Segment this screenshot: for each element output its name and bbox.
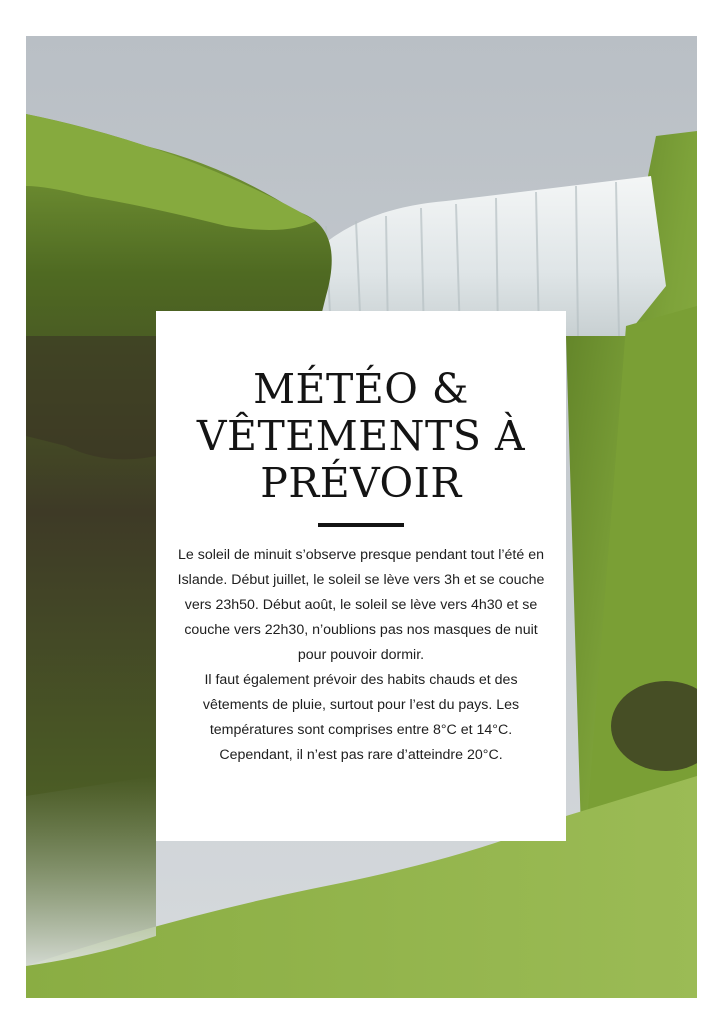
- paragraph-midnight-sun: Le soleil de minuit s’observe presque pendant tout l’été en Islande. Début juillet, le soleil se lève vers 3h et se couche vers 23h50. Début août, le soleil se lève vers 4h30 et se couche vers 22h30, n’oublions pas nos masques de nuit pour pouvoir dormir.: [177, 547, 545, 663]
- title-line: MÉTÉO &: [253, 365, 469, 413]
- title-line: PRÉVOIR: [260, 459, 462, 507]
- waterfall-mist: [26, 776, 156, 966]
- paragraph-clothing: Il faut également prévoir des habits chauds et des vêtements de pluie, surtout pour l’est du pays. Les températures sont comprises entre 8°C et 14°C. Cependant, il n’est pas rare d’atteindre 20°C.: [202, 672, 520, 763]
- page-title: [156, 366, 566, 507]
- info-card: [156, 311, 566, 841]
- title-divider: [318, 523, 404, 527]
- body-text: [174, 543, 548, 768]
- title-line: VÊTEMENTS À: [196, 412, 526, 460]
- rock-face: [26, 336, 156, 459]
